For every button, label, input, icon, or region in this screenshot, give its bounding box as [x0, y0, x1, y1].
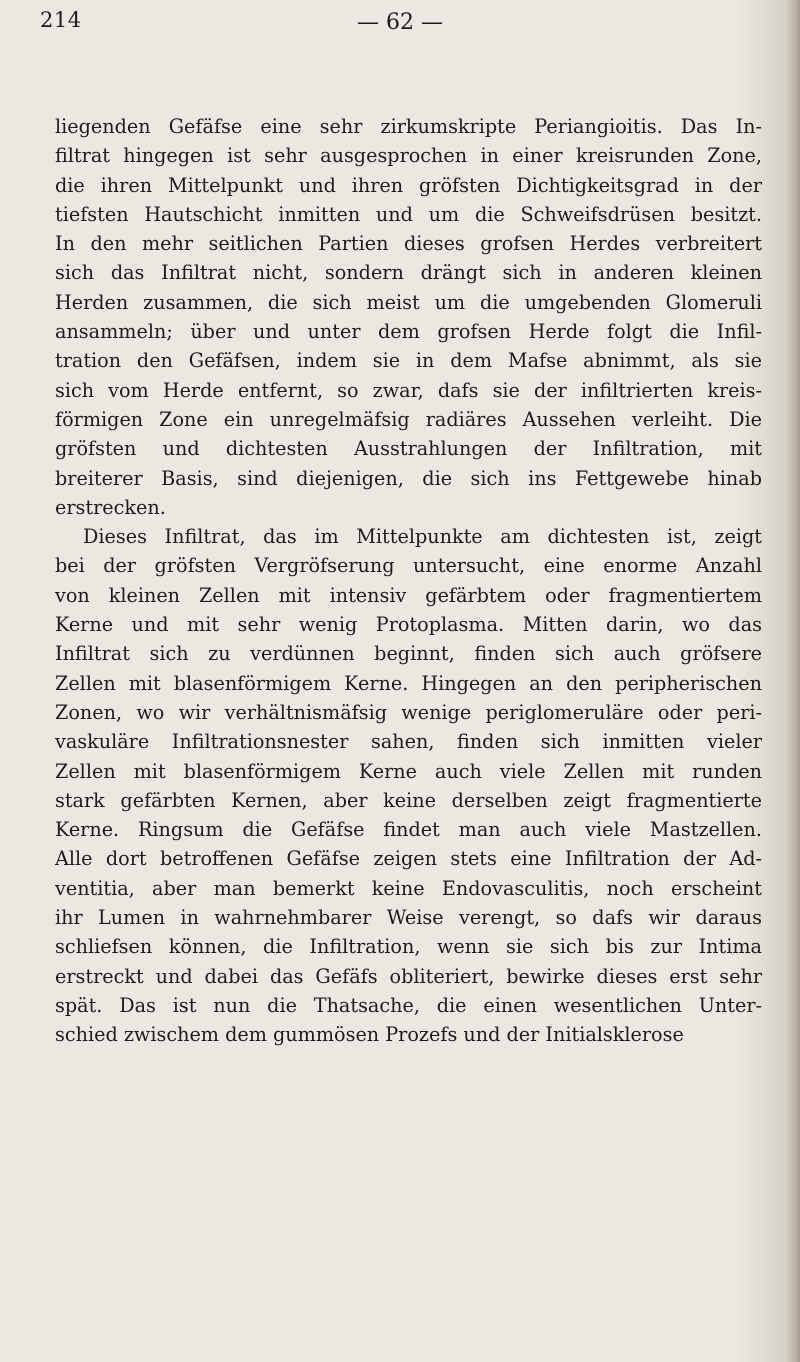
- text-line: von kleinen Zellen mit intensiv gefärbtem oder fragmentiertem: [55, 583, 762, 607]
- paragraph-start-line: Dieses Infiltrat, das im Mittelpunkte am dichtesten ist, zeigt: [83, 525, 762, 549]
- text-line: erstreckt und dabei das Gefäfs obliteriert, bewirke dieses erst sehr: [55, 964, 762, 988]
- page-edge-shadow: [786, 0, 800, 1362]
- page-stamp: 214: [40, 8, 82, 32]
- text-line: schied zwischem dem gummösen Prozefs und der Initialsklerose: [55, 1023, 684, 1047]
- paragraph-end-line: erstrecken.: [55, 495, 166, 519]
- text-line: breiterer Basis, sind diejenigen, die sich ins Fettgewebe hinab: [55, 466, 762, 490]
- text-line: filtrat hingegen ist sehr ausgesprochen in einer kreisrunden Zone,: [55, 144, 762, 168]
- text-line: tiefsten Hautschicht inmitten und um die Schweifsdrüsen besitzt.: [55, 202, 762, 226]
- text-line: sich vom Herde entfernt, so zwar, dafs sie der infiltrierten kreis-: [55, 378, 762, 402]
- text-line: Zonen, wo wir verhältnismäfsig wenige periglomeruläre oder peri-: [55, 700, 762, 724]
- text-line: stark gefärbten Kernen, aber keine derselben zeigt fragmentierte: [55, 788, 762, 812]
- text-line: Herden zusammen, die sich meist um die umgebenden Glomeruli: [55, 290, 762, 314]
- text-line: Alle dort betroffenen Gefäfse zeigen stets eine Infiltration der Ad-: [55, 847, 762, 871]
- text-line: liegenden Gefäfse eine sehr zirkumskripte Periangioitis. Das In-: [55, 115, 762, 138]
- text-line: ansammeln; über und unter dem grofsen Herde folgt die Infil-: [55, 320, 762, 344]
- text-line: sich das Infiltrat nicht, sondern drängt sich in anderen kleinen: [55, 261, 762, 285]
- text-line: ventitia, aber man bemerkt keine Endovasculitis, noch erscheint: [55, 876, 762, 900]
- text-line: Zellen mit blasenförmigem Kerne auch viele Zellen mit runden: [55, 759, 762, 783]
- text-line: schliefsen können, die Infiltration, wenn sie sich bis zur Intima: [55, 935, 762, 959]
- text-line: In den mehr seitlichen Partien dieses grofsen Herdes verbreitert: [55, 232, 762, 256]
- text-line: förmigen Zone ein unregelmäfsig radiäres Aussehen verleiht. Die: [55, 407, 762, 431]
- text-line: gröfsten und dichtesten Ausstrahlungen der Infiltration, mit: [55, 437, 762, 461]
- text-line: die ihren Mittelpunkt und ihren gröfsten Dichtigkeitsgrad in der: [55, 173, 762, 197]
- text-line: Infiltrat sich zu verdünnen beginnt, finden sich auch gröfsere: [55, 642, 762, 666]
- page-number: — 62 —: [357, 10, 443, 35]
- text-line: bei der gröfsten Vergröfserung untersucht, eine enorme Anzahl: [55, 554, 762, 578]
- text-line: vaskuläre Infiltrationsnester sahen, finden sich inmitten vieler: [55, 730, 762, 754]
- body-text: [55, 112, 762, 1050]
- text-line: Zellen mit blasenförmigem Kerne. Hingegen an den peripherischen: [55, 671, 762, 695]
- text-line: Kerne und mit sehr wenig Protoplasma. Mitten darin, wo das: [55, 613, 762, 637]
- text-line: spät. Das ist nun die Thatsache, die einen wesentlichen Unter-: [55, 993, 762, 1017]
- text-line: tration den Gefäfsen, indem sie in dem Mafse abnimmt, als sie: [55, 349, 762, 373]
- text-line: ihr Lumen in wahrnehmbarer Weise verengt, so dafs wir daraus: [55, 906, 762, 930]
- text-line: Kerne. Ringsum die Gefäfse findet man auch viele Mastzellen.: [55, 818, 762, 842]
